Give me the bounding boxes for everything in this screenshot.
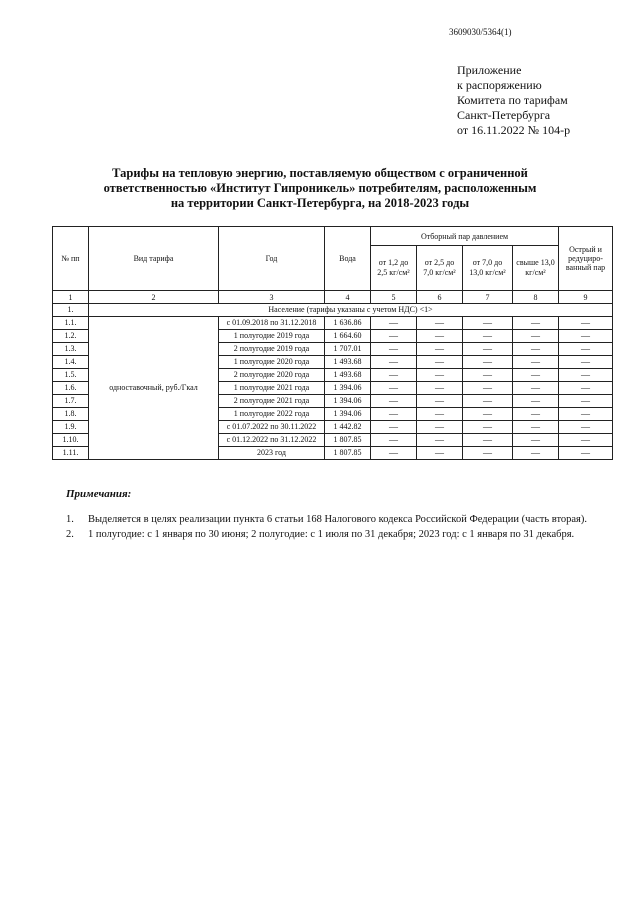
row-water: 1 807.85	[325, 447, 371, 460]
row-period: 2 полугодие 2019 года	[219, 343, 325, 356]
appendix-line: от 16.11.2022 № 104-р	[457, 123, 571, 137]
dash-cell: —	[463, 382, 513, 395]
row-num: 1.8.	[53, 408, 89, 421]
dash-cell: —	[463, 343, 513, 356]
column-number: 1	[53, 291, 89, 304]
row-water: 1 664.60	[325, 330, 371, 343]
dash-cell: —	[513, 408, 559, 421]
dash-cell: —	[417, 447, 463, 460]
row-period: с 01.09.2018 по 31.12.2018	[219, 317, 325, 330]
dash-cell: —	[513, 330, 559, 343]
row-water: 1 493.68	[325, 369, 371, 382]
tariff-table	[52, 226, 613, 460]
dash-cell: —	[371, 356, 417, 369]
row-num: 1.3.	[53, 343, 89, 356]
dash-cell: —	[463, 330, 513, 343]
dash-cell: —	[371, 408, 417, 421]
dash-cell: —	[559, 421, 613, 434]
note-text: Выделяется в целях реализации пункта 6 статьи 168 Налогового кодекса Российской Федерации (часть вторая).	[88, 514, 588, 525]
row-period: с 01.07.2022 по 30.11.2022	[219, 421, 325, 434]
dash-cell: —	[371, 382, 417, 395]
row-num: 1.11.	[53, 447, 89, 460]
row-num: 1.9.	[53, 421, 89, 434]
row-num: 1.5.	[53, 369, 89, 382]
note-item	[66, 527, 626, 542]
section-label: Население (тарифы указаны с учетом НДС) <1>	[89, 304, 613, 317]
dash-cell: —	[417, 317, 463, 330]
row-num: 1.4.	[53, 356, 89, 369]
row-water: 1 442.82	[325, 421, 371, 434]
column-number: 2	[89, 291, 219, 304]
title-line: ответственностью «Институт Гипроникель» потребителям, расположенным	[103, 181, 537, 195]
row-water: 1 807.85	[325, 434, 371, 447]
dash-cell: —	[513, 369, 559, 382]
header-num: № пп	[53, 227, 89, 291]
appendix-line: Санкт-Петербурга	[457, 108, 551, 122]
note-number: 2.	[66, 529, 74, 540]
header-steam-1: от 1,2 до 2,5 кг/см²	[371, 246, 417, 291]
dash-cell: —	[417, 369, 463, 382]
row-period: 2 полугодие 2020 года	[219, 369, 325, 382]
dash-cell: —	[513, 343, 559, 356]
dash-cell: —	[513, 395, 559, 408]
row-water: 1 394.06	[325, 408, 371, 421]
appendix-line: Приложение	[457, 63, 522, 77]
dash-cell: —	[513, 447, 559, 460]
dash-cell: —	[513, 434, 559, 447]
dash-cell: —	[417, 343, 463, 356]
section-num: 1.	[53, 304, 89, 317]
appendix-line: Комитета по тарифам	[457, 93, 568, 107]
row-water: 1 394.06	[325, 395, 371, 408]
notes-heading: Примечания:	[66, 488, 132, 500]
dash-cell: —	[559, 447, 613, 460]
dash-cell: —	[559, 356, 613, 369]
dash-cell: —	[371, 369, 417, 382]
dash-cell: —	[371, 434, 417, 447]
dash-cell: —	[463, 434, 513, 447]
column-number: 3	[219, 291, 325, 304]
dash-cell: —	[559, 434, 613, 447]
dash-cell: —	[513, 356, 559, 369]
row-period: 1 полугодие 2021 года	[219, 382, 325, 395]
header-steam-4: свыше 13,0 кг/см²	[513, 246, 559, 291]
appendix-line: к распоряжению	[457, 78, 542, 92]
title-line: на территории Санкт-Петербурга, на 2018-2023 годы	[170, 196, 470, 210]
row-period: 2023 год	[219, 447, 325, 460]
dash-cell: —	[371, 343, 417, 356]
row-period: с 01.12.2022 по 31.12.2022	[219, 434, 325, 447]
column-number: 7	[463, 291, 513, 304]
dash-cell: —	[371, 421, 417, 434]
title-line: Тарифы на тепловую энергию, поставляемую обществом с ограниченной	[112, 166, 528, 180]
note-number: 1.	[66, 514, 74, 525]
dash-cell: —	[417, 395, 463, 408]
dash-cell: —	[463, 356, 513, 369]
row-num: 1.2.	[53, 330, 89, 343]
dash-cell: —	[513, 421, 559, 434]
row-water: 1 493.68	[325, 356, 371, 369]
dash-cell: —	[417, 382, 463, 395]
dash-cell: —	[371, 317, 417, 330]
row-num: 1.1.	[53, 317, 89, 330]
table-row	[53, 317, 613, 330]
dash-cell: —	[559, 317, 613, 330]
note-text: 1 полугодие: с 1 января по 30 июня; 2 полугодие: с 1 июля по 31 декабря; 2023 год: с 1 января по 31 декабря.	[88, 529, 575, 540]
tariff-type-cell: одноставочный, руб./Гкал	[89, 317, 219, 460]
column-number: 4	[325, 291, 371, 304]
dash-cell: —	[559, 343, 613, 356]
dash-cell: —	[463, 395, 513, 408]
row-water: 1 636.86	[325, 317, 371, 330]
header-steam-group: Отборный пар давлением	[371, 227, 559, 246]
dash-cell: —	[417, 421, 463, 434]
row-water: 1 394.06	[325, 382, 371, 395]
dash-cell: —	[513, 382, 559, 395]
document-number: 3609030/5364(1)	[449, 27, 512, 37]
dash-cell: —	[559, 369, 613, 382]
row-num: 1.6.	[53, 382, 89, 395]
notes-list	[66, 512, 626, 542]
dash-cell: —	[417, 434, 463, 447]
row-water: 1 707.01	[325, 343, 371, 356]
row-num: 1.7.	[53, 395, 89, 408]
note-item	[66, 512, 626, 527]
dash-cell: —	[559, 408, 613, 421]
dash-cell: —	[371, 395, 417, 408]
header-sharp-steam: Острый и редуциро-ванный пар	[559, 227, 613, 291]
dash-cell: —	[463, 447, 513, 460]
header-year: Год	[219, 227, 325, 291]
dash-cell: —	[417, 356, 463, 369]
dash-cell: —	[417, 330, 463, 343]
dash-cell: —	[513, 317, 559, 330]
dash-cell: —	[559, 382, 613, 395]
column-number: 9	[559, 291, 613, 304]
dash-cell: —	[371, 330, 417, 343]
dash-cell: —	[463, 369, 513, 382]
dash-cell: —	[559, 330, 613, 343]
dash-cell: —	[463, 317, 513, 330]
column-number: 6	[417, 291, 463, 304]
header-water: Вода	[325, 227, 371, 291]
dash-cell: —	[559, 395, 613, 408]
dash-cell: —	[417, 408, 463, 421]
row-num: 1.10.	[53, 434, 89, 447]
dash-cell: —	[463, 421, 513, 434]
header-steam-2: от 2,5 до 7,0 кг/см²	[417, 246, 463, 291]
dash-cell: —	[463, 408, 513, 421]
column-number: 8	[513, 291, 559, 304]
appendix-block	[457, 63, 570, 138]
row-period: 1 полугодие 2020 года	[219, 356, 325, 369]
row-period: 2 полугодие 2021 года	[219, 395, 325, 408]
header-steam-3: от 7,0 до 13,0 кг/см²	[463, 246, 513, 291]
row-period: 1 полугодие 2022 года	[219, 408, 325, 421]
column-number: 5	[371, 291, 417, 304]
row-period: 1 полугодие 2019 года	[219, 330, 325, 343]
header-tariff-type: Вид тарифа	[89, 227, 219, 291]
document-title	[60, 166, 580, 211]
dash-cell: —	[371, 447, 417, 460]
